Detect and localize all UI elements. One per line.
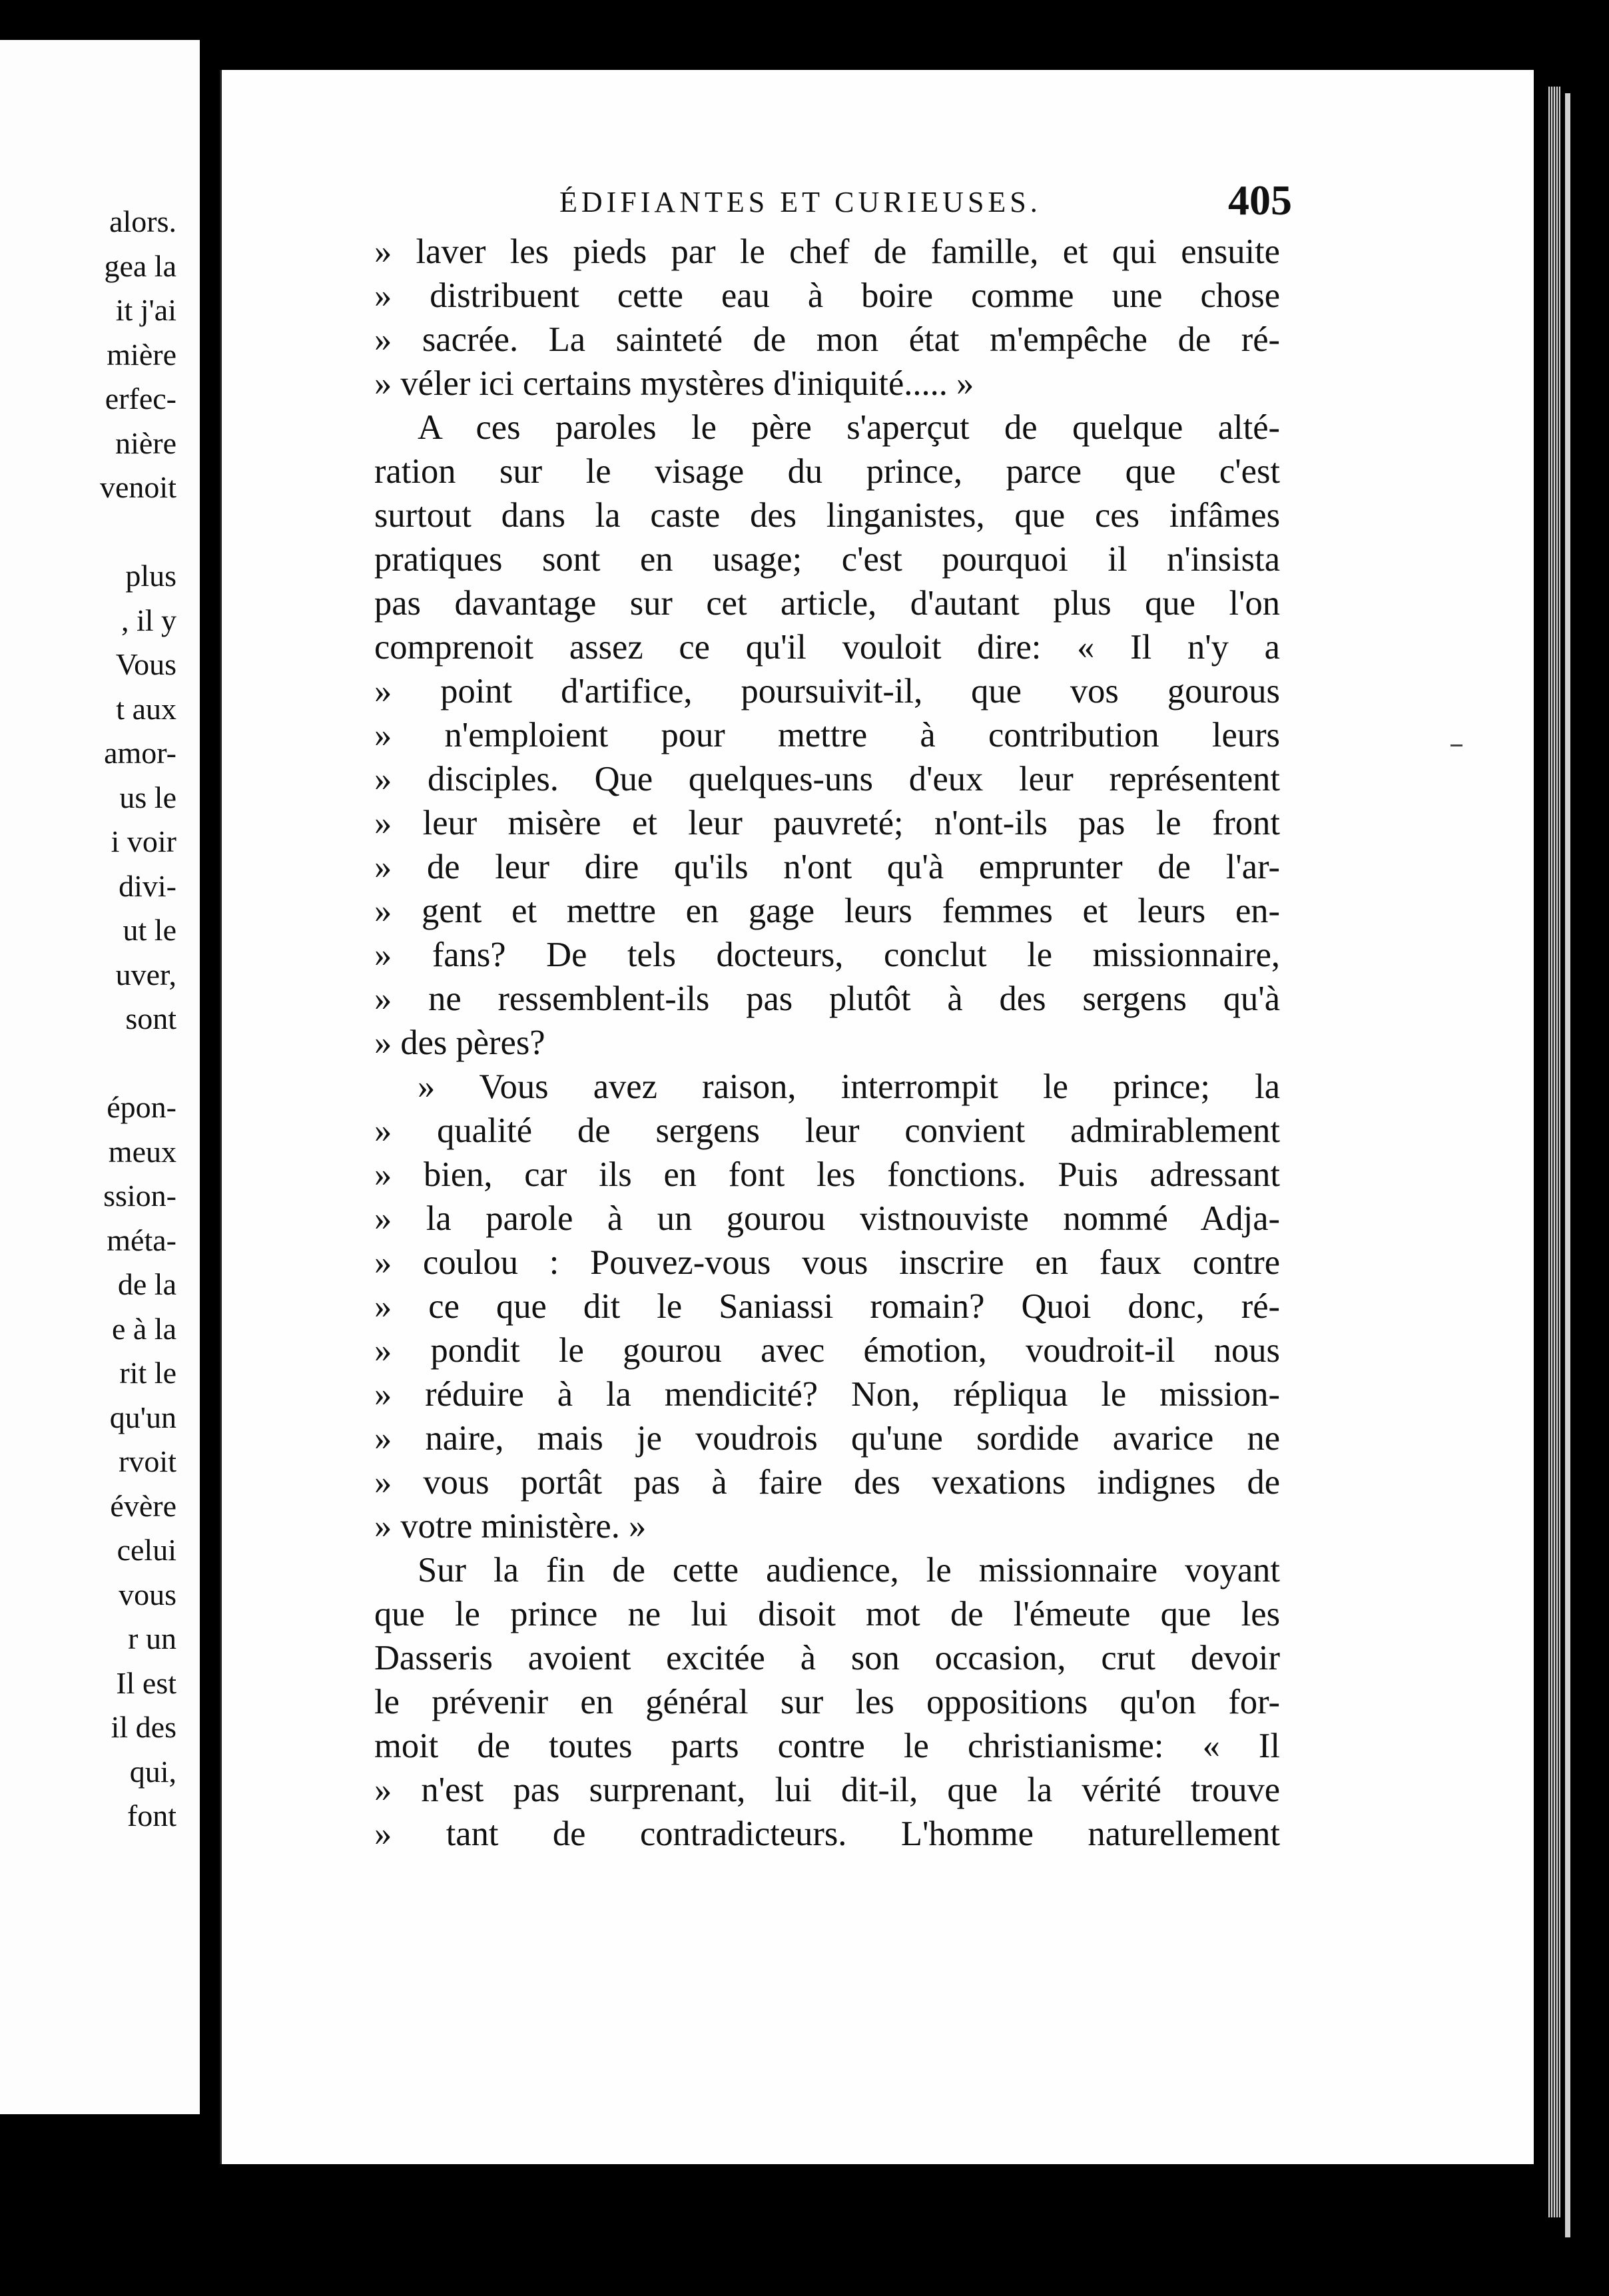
text-line: » des pères? [374, 1023, 545, 1062]
left-page-line: rvoit [119, 1444, 176, 1478]
left-page-line: font [127, 1799, 176, 1833]
page-edge [1548, 87, 1560, 2217]
text-line: » laver les pieds par le chef de famille, et qui ensuite [374, 232, 1280, 271]
text-line: » vous portât pas à faire des vexations indignes de [374, 1463, 1280, 1502]
left-page-fragment [0, 40, 202, 2114]
text-line: moit de toutes parts contre le christianisme: « Il [374, 1727, 1280, 1765]
left-page-line: ssion- [103, 1179, 176, 1213]
body-text [374, 230, 1280, 1856]
text-line: » bien, car ils en font les fonctions. Puis adressant [374, 1155, 1280, 1194]
left-page-line: r un [128, 1621, 176, 1655]
left-page-line: meux [108, 1134, 176, 1169]
text-line: A ces paroles le père s'aperçut de quelque alté- [418, 408, 1280, 447]
left-page-line: celui [117, 1533, 176, 1567]
text-line: » n'emploient pour mettre à contribution leurs [374, 716, 1280, 754]
text-line: » votre ministère. » [374, 1507, 647, 1546]
left-page-line: it j'ai [115, 293, 176, 327]
text-line: Sur la fin de cette audience, le missionnaire voyant [418, 1551, 1280, 1589]
text-line: » fans? De tels docteurs, conclut le missionnaire, [374, 936, 1280, 974]
left-page-line: i voir [111, 824, 176, 858]
text-line: » la parole à un gourou vistnouviste nommé Adja- [374, 1199, 1280, 1238]
left-page-line: nière [115, 426, 176, 460]
text-line: le prévenir en général sur les oppositions qu'on for- [374, 1683, 1280, 1721]
text-line: » naire, mais je voudrois qu'une sordide avarice ne [374, 1419, 1280, 1458]
left-page-line: qu'un [109, 1400, 176, 1434]
left-page-line: rit le [119, 1356, 176, 1390]
text-line: surtout dans la caste des linganistes, que ces infâmes [374, 496, 1280, 535]
running-head [559, 178, 1292, 232]
left-page-line: erfec- [105, 382, 176, 416]
left-page-line: e à la [111, 1311, 176, 1346]
text-line: ration sur le visage du prince, parce que c'est [374, 452, 1280, 491]
left-page-line: mière [107, 337, 176, 372]
text-line: » gent et mettre en gage leurs femmes et leurs en- [374, 892, 1280, 930]
text-line: » distribuent cette eau à boire comme une chose [374, 276, 1280, 315]
left-page-text [3, 200, 176, 1839]
left-page-line: uver, [115, 957, 176, 992]
page-number: 405 [1228, 176, 1292, 224]
text-line: » point d'artifice, poursuivit-il, que vos gourous [374, 672, 1280, 711]
left-page-line: sont [125, 1002, 176, 1035]
text-line: » réduire à la mendicité? Non, répliqua le mission- [374, 1375, 1280, 1414]
text-line: » n'est pas surprenant, lui dit-il, que la vérité trouve [374, 1771, 1280, 1809]
text-line: » leur misère et leur pauvreté; n'ont-ils pas le front [374, 804, 1280, 842]
text-line: » ne ressemblent-ils pas plutôt à des sergens qu'à [374, 980, 1280, 1018]
text-line: » Vous avez raison, interrompit le prince; la [418, 1067, 1280, 1106]
left-page-line: us le [119, 780, 176, 814]
page-edge-shadow [1565, 93, 1570, 2237]
left-page-line: divi- [119, 868, 176, 903]
margin-mark [1450, 744, 1462, 746]
left-page-line: plus [125, 559, 176, 593]
left-page-line: méta- [107, 1223, 176, 1257]
left-page-line: ut le [123, 913, 176, 947]
left-page-line: vous [119, 1577, 176, 1611]
left-page-gap [3, 510, 176, 555]
text-line: » véler ici certains mystères d'iniquité..... » [374, 364, 974, 403]
left-page-gap [3, 1041, 176, 1086]
left-page-line: de la [117, 1267, 176, 1301]
text-line: » ce que dit le Saniassi romain? Quoi donc, ré- [374, 1287, 1280, 1326]
text-line: comprenoit assez ce qu'il vouloit dire: « Il n'y a [374, 628, 1280, 667]
left-page-line: il des [111, 1710, 176, 1744]
left-page-line: amor- [104, 736, 176, 770]
text-line: pratiques sont en usage; c'est pourquoi il n'insista [374, 540, 1280, 579]
text-line: » disciples. Que quelques-uns d'eux leur représentent [374, 760, 1280, 798]
text-line: Dasseris avoient excitée à son occasion, crut devoir [374, 1639, 1280, 1677]
left-page-line: venoit [100, 470, 176, 504]
left-page-line: Il est [116, 1665, 176, 1700]
text-line: que le prince ne lui disoit mot de l'émeute que les [374, 1595, 1280, 1633]
text-line: » pondit le gourou avec émotion, voudroit-il nous [374, 1331, 1280, 1370]
left-page-line: alors. [109, 204, 176, 238]
text-line: » coulou : Pouvez-vous vous inscrire en faux contre [374, 1243, 1280, 1282]
left-page-line: épon- [107, 1090, 176, 1124]
left-page-line: Vous [115, 647, 176, 681]
left-page-line: évère [110, 1488, 176, 1523]
text-line: » de leur dire qu'ils n'ont qu'à emprunter de l'ar- [374, 848, 1280, 886]
text-line: pas davantage sur cet article, d'autant plus que l'on [374, 584, 1280, 623]
left-page-line: qui, [129, 1754, 176, 1789]
text-line: » sacrée. La sainteté de mon état m'empêche de ré- [374, 320, 1280, 359]
text-line: » tant de contradicteurs. L'homme naturellement [374, 1815, 1280, 1853]
left-page-line: gea la [104, 248, 176, 283]
left-page-line: , il y [121, 603, 176, 637]
running-title: ÉDIFIANTES ET CURIEUSES. [559, 186, 1042, 218]
left-page-line: t aux [116, 691, 176, 726]
text-line: » qualité de sergens leur convient admirablement [374, 1111, 1280, 1150]
